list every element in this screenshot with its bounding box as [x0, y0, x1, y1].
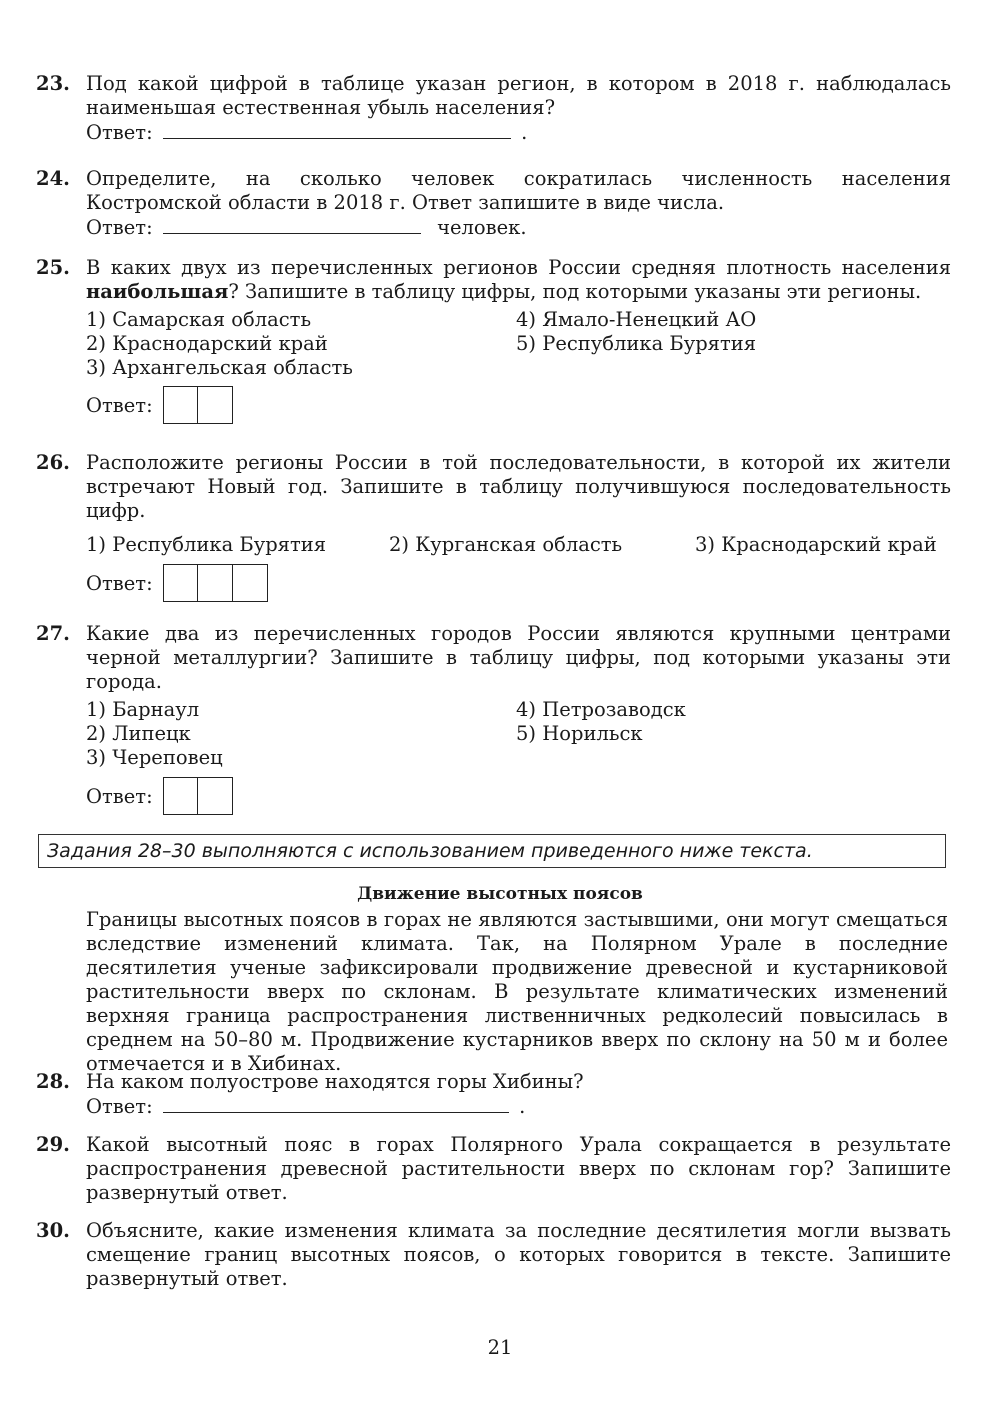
answer-cell[interactable]	[163, 777, 199, 815]
answer-suffix: .	[519, 1095, 526, 1118]
question-text: Какой высотный пояс в горах Полярного Урала сокращается в результате распространения древесной растительности вверх по склонам гор? Запишите развернутый ответ.	[86, 1133, 951, 1204]
question-24	[36, 167, 951, 240]
answer-cell[interactable]	[232, 564, 268, 602]
option-2: 2) Краснодарский край	[86, 332, 328, 355]
question-text: Под какой цифрой в таблице указан регион, в котором в 2018 г. наблюдалась наименьшая естественная убыль населения?	[86, 72, 951, 119]
question-number: 30.	[36, 1219, 70, 1242]
option-4: 4) Ямало-Ненецкий АО	[516, 308, 757, 331]
passage-body: Границы высотных поясов в горах не являются застывшими, они могут смещаться вследствие изменений климата. Так, на Полярном Урале в последние десятилетия ученые зафиксировали продвижение древесной и кустарниковой растительности вверх по склонам. В результате климатических изменений верхняя граница распространения лиственничных редколесий повысилась в среднем на 50–80 м. Продвижение кустарников вверх по склону на 50 м и более отмечается и в Хибинах.	[86, 908, 948, 1075]
option-1: 1) Республика Бурятия	[86, 533, 327, 556]
option-3: 3) Краснодарский край	[695, 533, 937, 556]
question-30	[36, 1219, 951, 1291]
answer-label: Ответ:	[86, 1095, 153, 1118]
answer-line[interactable]	[163, 1094, 509, 1113]
question-number: 29.	[36, 1133, 70, 1156]
question-number: 23.	[36, 72, 70, 95]
answer-row	[86, 777, 233, 815]
answer-cell[interactable]	[163, 564, 199, 602]
option-1: 1) Барнаул	[86, 698, 200, 721]
answer-table	[163, 386, 234, 424]
question-number: 27.	[36, 622, 70, 645]
question-text: В каких двух из перечисленных регионов России средняя плотность населения	[86, 256, 951, 279]
answer-cell[interactable]	[197, 386, 233, 424]
answer-cell[interactable]	[197, 564, 233, 602]
answer-label: Ответ:	[86, 121, 153, 144]
answer-line[interactable]	[163, 120, 511, 139]
question-text: Расположите регионы России в той последовательности, в которой их жители встречают Новый год. Запишите в таблицу получившуюся последовательность цифр.	[86, 451, 951, 522]
answer-table	[163, 564, 268, 602]
option-3: 3) Череповец	[86, 746, 223, 769]
option-3: 3) Архангельская область	[86, 356, 353, 379]
question-29	[36, 1133, 951, 1205]
answer-label: Ответ:	[86, 216, 153, 239]
question-27	[36, 622, 951, 822]
answer-cell[interactable]	[163, 386, 199, 424]
question-23	[36, 72, 951, 145]
question-25	[36, 256, 951, 436]
question-text: Какие два из перечисленных городов России являются крупными центрами черной металлургии? Запишите в таблицу цифры, под которыми указаны эти города.	[86, 622, 951, 693]
question-text-end: ? Запишите в таблицу цифры, под которыми указаны эти регионы.	[228, 280, 922, 303]
answer-suffix: .	[521, 121, 528, 144]
question-text: На каком полуострове находятся горы Хибины?	[86, 1070, 584, 1093]
option-2: 2) Липецк	[86, 722, 191, 745]
question-28	[36, 1070, 951, 1119]
answer-cell[interactable]	[197, 777, 233, 815]
option-1: 1) Самарская область	[86, 308, 312, 331]
instructions-box: Задания 28–30 выполняются с использованием приведенного ниже текста.	[38, 834, 946, 868]
passage-title: Движение высотных поясов	[357, 884, 643, 904]
question-26	[36, 451, 951, 611]
answer-suffix: человек.	[437, 216, 527, 239]
answer-table	[163, 777, 234, 815]
question-number: 28.	[36, 1070, 70, 1093]
option-5: 5) Норильск	[516, 722, 643, 745]
answer-row	[86, 386, 233, 424]
question-number: 24.	[36, 167, 70, 190]
answer-line[interactable]	[163, 215, 421, 234]
question-number: 25.	[36, 256, 70, 279]
answer-label: Ответ:	[86, 393, 153, 417]
option-2: 2) Курганская область	[389, 533, 623, 556]
question-text: Определите, на сколько человек сократилась численность населения Костромской области в 2018 г. Ответ запишите в виде числа.	[86, 167, 951, 214]
question-emphasis: наибольшая	[86, 280, 229, 303]
option-5: 5) Республика Бурятия	[516, 332, 757, 355]
page-number: 21	[487, 1336, 513, 1359]
question-number: 26.	[36, 451, 70, 474]
option-4: 4) Петрозаводск	[516, 698, 686, 721]
answer-label: Ответ:	[86, 571, 153, 595]
answer-row	[86, 564, 268, 602]
question-text: Объясните, какие изменения климата за последние десятилетия могли вызвать смещение границ высотных поясов, о которых говорится в тексте. Запишите развернутый ответ.	[86, 1219, 951, 1290]
answer-label: Ответ:	[86, 784, 153, 808]
